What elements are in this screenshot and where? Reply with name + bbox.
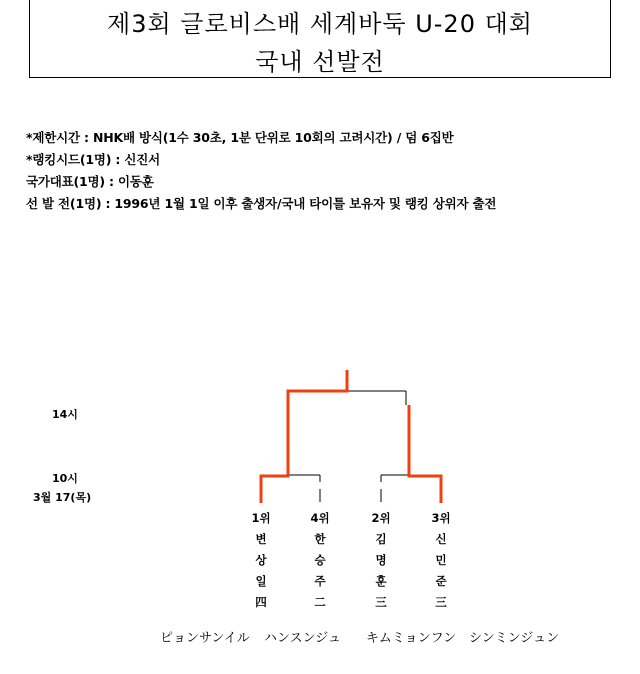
player-rank: 4위: [310, 511, 330, 525]
player-hanja: 四: [255, 595, 267, 609]
player-name-char: 승: [314, 553, 326, 567]
player-hanja: 二: [314, 595, 326, 609]
player-rank: 3위: [431, 511, 451, 525]
player-kana-1: ピョンサンイル: [160, 631, 250, 646]
player-name-char: 민: [435, 553, 447, 567]
winner-path-p1: [261, 370, 347, 503]
info-ranking-seed: *랭킹시드(1명) : 신진서: [26, 152, 160, 167]
player-kana-3: キムミョンフン: [366, 631, 457, 646]
player-name-char: 준: [435, 574, 447, 588]
info-qualifier: 선 발 전(1명) : 1996년 1월 1일 이후 출생자/국내 타이틀 보유자 및 랭킹 상위자 출전: [26, 196, 497, 211]
player-1: [249, 508, 273, 613]
player-name-char: 김: [375, 532, 387, 546]
player-3: [369, 508, 393, 613]
player-rank: 1위: [251, 511, 271, 525]
player-kana-4: シンミンジュン: [469, 631, 560, 646]
page-subtitle: 국내 선발전: [255, 48, 385, 76]
player-name-char: 한: [314, 532, 326, 546]
match-date: 3월 17(목): [33, 491, 92, 504]
player-name-char: 훈: [375, 574, 387, 588]
time-14: 14시: [52, 408, 78, 421]
player-kana-2: ハンスンジュ: [264, 631, 342, 646]
player-4: [429, 508, 453, 613]
player-name-char: 주: [314, 574, 326, 588]
info-time-limit: *제한시간 : NHK배 방식(1수 30초, 1분 단위로 10회의 고려시간) / 덤 6집반: [26, 130, 454, 145]
page-title: 제3회 글로비스배 세계바둑 U-20 대회: [107, 10, 533, 38]
info-national-team: 국가대표(1명) : 이동훈: [26, 174, 154, 189]
player-hanja: 三: [375, 595, 387, 609]
player-rank: 2위: [371, 511, 391, 525]
player-name-char: 명: [375, 553, 387, 567]
winner-path-p4: [409, 405, 441, 503]
player-2: [308, 508, 332, 613]
player-hanja: 三: [435, 595, 447, 609]
time-10: 10시: [52, 472, 78, 485]
player-name-char: 변: [255, 532, 267, 546]
player-name-char: 상: [255, 553, 267, 567]
player-name-char: 신: [435, 532, 447, 546]
player-name-char: 일: [255, 574, 267, 588]
